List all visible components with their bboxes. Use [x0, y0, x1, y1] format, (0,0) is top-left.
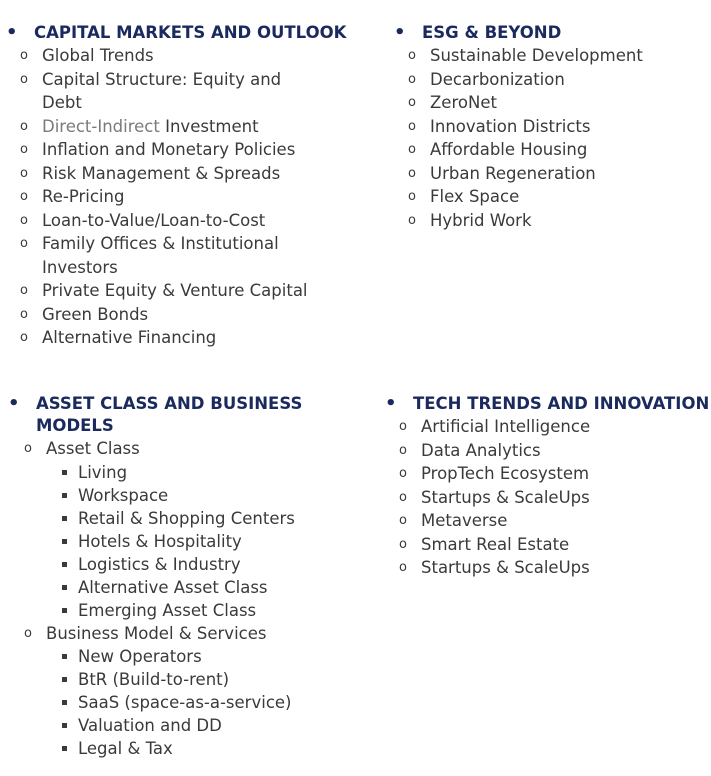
circle-bullet-icon: o [20, 165, 28, 181]
item-label: Hybrid Work [430, 210, 532, 230]
circle-bullet-icon: o [399, 536, 407, 552]
topic-list [400, 44, 702, 232]
square-bullet-icon [62, 516, 67, 521]
item-label: Alternative Asset Class [78, 577, 268, 597]
item-label: Startups & ScaleUps [421, 558, 590, 577]
list-item [12, 279, 374, 303]
sub-list-item [46, 691, 346, 714]
group-label: Business Model & Services [46, 623, 267, 643]
list-item [12, 232, 322, 279]
item-label: Metaverse [421, 511, 508, 530]
list-item [391, 486, 709, 510]
item-label: Global Trends [42, 46, 154, 65]
item-label: Workspace [78, 485, 169, 505]
section-title: ASSET CLASS AND BUSINESS MODELS [36, 394, 303, 435]
list-item [400, 115, 702, 139]
circle-bullet-icon: o [408, 118, 416, 134]
item-label: ZeroNet [430, 93, 497, 112]
square-bullet-icon [62, 677, 67, 682]
item-label: Smart Real Estate [421, 534, 570, 554]
square-bullet-icon [62, 539, 67, 544]
item-label: Startups & ScaleUps [421, 487, 590, 507]
topic-list [16, 437, 346, 760]
circle-bullet-icon: o [399, 466, 407, 481]
item-label: Loan-to-Value/Loan-to-Cost [42, 210, 266, 230]
item-label: Urban Regeneration [430, 163, 596, 183]
list-item [391, 439, 709, 463]
item-label: Affordable Housing [430, 140, 588, 159]
item-label: Innovation Districts [430, 116, 591, 136]
section-heading [383, 393, 709, 415]
circle-bullet-icon: o [408, 142, 416, 157]
sub-list-item [46, 737, 346, 760]
circle-bullet-icon: o [408, 165, 416, 181]
square-bullet-icon [62, 723, 67, 728]
item-label: Retail & Shopping Centers [78, 508, 295, 528]
square-bullet-icon [62, 746, 67, 751]
square-bullet-icon [62, 654, 67, 659]
circle-bullet-icon: o [408, 189, 416, 204]
circle-bullet-icon: o [408, 95, 416, 110]
item-label: Flex Space [430, 187, 520, 206]
item-label: Direct-Indirect [42, 116, 160, 136]
list-item [400, 91, 702, 115]
circle-bullet-icon: o [399, 419, 407, 434]
item-label: Legal & Tax [78, 739, 173, 758]
bullet-icon: • [394, 22, 406, 43]
square-bullet-icon [62, 608, 67, 613]
item-label: Data Analytics [421, 440, 541, 460]
list-item [12, 115, 374, 139]
list-item [12, 326, 374, 350]
circle-bullet-icon: o [20, 71, 28, 87]
circle-bullet-icon: o [20, 189, 28, 204]
list-item [12, 138, 374, 162]
circle-bullet-icon: o [399, 442, 407, 458]
list-item [12, 162, 374, 186]
sub-list-item [46, 714, 346, 737]
sub-list-item [46, 668, 346, 691]
sub-list-item [46, 484, 346, 507]
section-title: ESG & BEYOND [422, 23, 562, 42]
sub-list-item [46, 645, 346, 668]
list-item [12, 68, 312, 115]
list-item [400, 209, 702, 233]
item-label: Artificial Intelligence [421, 417, 591, 436]
list-item [391, 462, 709, 486]
list-item [391, 509, 709, 533]
capital-markets-section [4, 22, 374, 350]
item-label: Green Bonds [42, 304, 149, 324]
list-item [400, 138, 702, 162]
square-bullet-icon [62, 700, 67, 705]
section-heading [392, 22, 702, 44]
list-item [400, 162, 702, 186]
square-bullet-icon [62, 585, 67, 590]
list-item [391, 533, 709, 557]
circle-bullet-icon: o [408, 71, 416, 87]
circle-bullet-icon: o [24, 625, 32, 641]
topic-list [12, 44, 374, 350]
circle-bullet-icon: o [20, 283, 28, 298]
esg-section [392, 22, 702, 232]
list-item [400, 44, 702, 68]
item-label: Sustainable Development [430, 46, 643, 65]
circle-bullet-icon: o [399, 513, 407, 528]
sub-list [46, 645, 346, 760]
circle-bullet-icon: o [20, 118, 28, 134]
section-title: TECH TRENDS AND INNOVATION [413, 394, 710, 413]
bullet-icon: • [385, 393, 397, 414]
sub-list-item [46, 461, 346, 484]
list-item [16, 437, 346, 622]
item-label: SaaS (space-as-a-service) [78, 693, 292, 712]
item-label: Risk Management & Spreads [42, 163, 281, 183]
list-item [400, 185, 702, 209]
list-item [400, 68, 702, 92]
circle-bullet-icon: o [408, 48, 416, 63]
sub-list-item [46, 599, 346, 622]
circle-bullet-icon: o [20, 236, 28, 251]
group-label: Asset Class [46, 439, 140, 458]
list-item [12, 303, 374, 327]
square-bullet-icon [62, 562, 67, 567]
item-label: New Operators [78, 647, 202, 666]
bullet-icon: • [8, 393, 20, 414]
circle-bullet-icon: o [20, 212, 28, 228]
circle-bullet-icon: o [20, 330, 28, 345]
item-label: Decarbonization [430, 69, 565, 89]
circle-bullet-icon: o [20, 142, 28, 157]
sub-list-item [46, 576, 346, 599]
circle-bullet-icon: o [20, 48, 28, 63]
item-label: Emerging Asset Class [78, 600, 257, 620]
list-item [391, 556, 709, 580]
list-item [16, 622, 346, 761]
section-heading [4, 22, 374, 44]
asset-class-section [6, 393, 346, 760]
item-label: Hotels & Hospitality [78, 531, 242, 551]
tech-trends-section [383, 393, 709, 580]
square-bullet-icon [62, 470, 67, 475]
circle-bullet-icon: o [408, 212, 416, 228]
item-label: Living [78, 462, 128, 482]
item-label: Re-Pricing [42, 187, 125, 206]
list-item [12, 185, 374, 209]
list-item [12, 209, 374, 233]
square-bullet-icon [62, 493, 67, 498]
sub-list-item [46, 553, 346, 576]
section-heading [6, 393, 306, 437]
circle-bullet-icon: o [20, 306, 28, 322]
item-label: Valuation and DD [78, 716, 222, 735]
circle-bullet-icon: o [399, 489, 407, 505]
circle-bullet-icon: o [24, 441, 32, 456]
section-title: CAPITAL MARKETS AND OUTLOOK [34, 23, 347, 42]
item-label: Family Offices & Institutional Investors [42, 234, 279, 277]
item-label: BtR (Build-to-rent) [78, 670, 230, 689]
item-label: Logistics & Industry [78, 554, 241, 574]
item-label: Alternative Financing [42, 328, 217, 347]
bullet-icon: • [6, 22, 18, 43]
topic-list [391, 415, 709, 580]
list-item [391, 415, 709, 439]
item-label: PropTech Ecosystem [421, 464, 590, 483]
item-label-suffix: Investment [159, 116, 259, 136]
sub-list-item [46, 530, 346, 553]
list-item [12, 44, 374, 68]
item-label: Capital Structure: Equity and Debt [42, 69, 282, 112]
item-label: Private Equity & Venture Capital [42, 281, 308, 300]
item-label: Inflation and Monetary Policies [42, 140, 296, 159]
sub-list [46, 461, 346, 622]
circle-bullet-icon: o [399, 560, 407, 575]
sub-list-item [46, 507, 346, 530]
